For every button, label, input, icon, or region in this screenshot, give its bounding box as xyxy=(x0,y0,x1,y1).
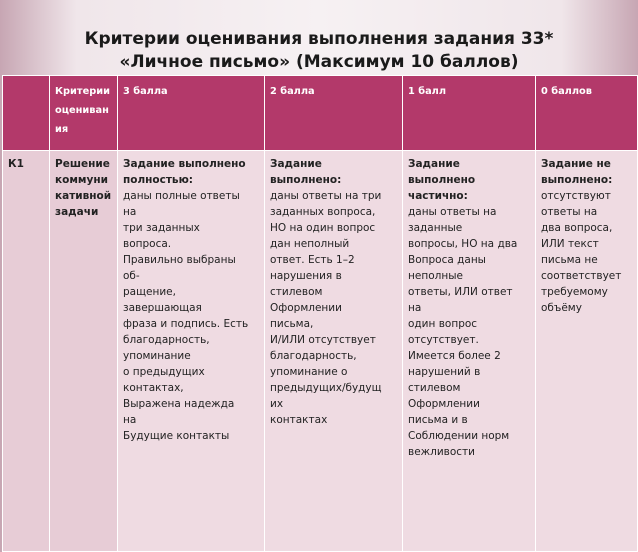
cell-text-line: ия xyxy=(55,124,69,135)
cell-text-line: их xyxy=(270,398,284,410)
cell-text-line: стилевом xyxy=(408,382,461,394)
cell-text-line: упоминание xyxy=(123,350,191,362)
cell-text-line: требуемому xyxy=(541,286,608,298)
cell-text-line: стилевом xyxy=(270,286,323,298)
cell-text-line: Соблюдении норм xyxy=(408,430,510,442)
header-2-points: 2 балла xyxy=(265,76,403,151)
cell-text-line: Задание xyxy=(270,158,322,170)
cell-text-line: коммуни xyxy=(55,174,108,186)
table-header-row xyxy=(3,76,638,151)
cell-text-line: один вопрос xyxy=(408,318,478,330)
cell-text-line: дан неполный xyxy=(270,238,350,250)
cell-text-line: ответы на xyxy=(541,206,598,218)
cell-text-line: Решение xyxy=(55,158,110,170)
cell-text-line: Правильно выбраны xyxy=(123,254,236,266)
cell-text-line: частично: xyxy=(408,190,468,202)
cell-text-line: контактах xyxy=(270,414,328,426)
cell-1-point xyxy=(403,151,536,552)
title-line-1: Критерии оценивания выполнения задания 33* xyxy=(84,29,554,49)
cell-text-line: завершающая xyxy=(123,302,202,314)
header-3-points: 3 балла xyxy=(118,76,265,151)
cell-text-line: выполнено xyxy=(408,174,476,186)
cell-text-line: предыдущих/будущ xyxy=(270,382,382,394)
cell-2-points xyxy=(265,151,403,552)
header-0-points: 0 баллов xyxy=(536,76,638,151)
cell-text-line: благодарность, xyxy=(270,350,357,362)
table-row xyxy=(3,151,638,552)
cell-text-line: выполнено: xyxy=(270,174,342,186)
cell-text-line: вопроса. xyxy=(123,238,172,250)
cell-text-line: заданные xyxy=(408,222,463,234)
header-empty-cell xyxy=(3,76,50,151)
cell-text-line: на xyxy=(123,206,137,218)
criteria-table xyxy=(2,75,638,552)
cell-text-line: Вопроса даны xyxy=(408,254,486,266)
cell-text-line: на xyxy=(123,414,137,426)
cell-text-line: Будущие контакты xyxy=(123,430,230,442)
cell-text-line: вежливости xyxy=(408,446,475,458)
cell-text-line: Оформлении xyxy=(408,398,480,410)
cell-text-line: даны полные ответы xyxy=(123,190,240,202)
slide-title xyxy=(0,28,638,74)
cell-text-line: об- xyxy=(123,270,140,282)
cell-text-line: отсутствуют xyxy=(541,190,611,202)
cell-text-line: полностью: xyxy=(123,174,193,186)
cell-text-line: Задание не xyxy=(541,158,611,170)
cell-text-line: И/ИЛИ отсутствует xyxy=(270,334,376,346)
cell-text-line: письма не xyxy=(541,254,598,266)
cell-text-line: ращение, xyxy=(123,286,176,298)
cell-text-line: на xyxy=(408,302,422,314)
cell-text-line: Выражена надежда xyxy=(123,398,235,410)
cell-text-line: фраза и подпись. Есть xyxy=(123,318,249,330)
cell-text-line: неполные xyxy=(408,270,463,282)
cell-text-line: Задание выполнено xyxy=(123,158,246,170)
cell-text-line: даны ответы на xyxy=(408,206,497,218)
cell-0-points xyxy=(536,151,638,552)
cell-text-line: объёму xyxy=(541,302,582,314)
cell-text-line: кативной xyxy=(55,190,112,202)
cell-text-line: Критерии xyxy=(55,86,110,97)
cell-text-line: Имеется более 2 xyxy=(408,350,501,362)
cell-text-line: Задание xyxy=(408,158,460,170)
cell-text-line: заданных вопроса, xyxy=(270,206,376,218)
cell-text-line: НО на один вопрос xyxy=(270,222,376,234)
cell-text-line: Оформлении xyxy=(270,302,342,314)
cell-text-line: контактах, xyxy=(123,382,184,394)
cell-text-line: два вопроса, xyxy=(541,222,613,234)
cell-text-line: благодарность, xyxy=(123,334,210,346)
cell-text-line: ИЛИ текст xyxy=(541,238,599,250)
cell-3-points xyxy=(118,151,265,552)
title-line-2: «Личное письмо» (Максимум 10 баллов) xyxy=(119,52,519,72)
cell-text-line: отсутствует. xyxy=(408,334,479,346)
header-1-point: 1 балл xyxy=(403,76,536,151)
cell-text-line: вопросы, НО на два xyxy=(408,238,518,250)
cell-text-line: задачи xyxy=(55,206,99,218)
cell-text-line: письма, xyxy=(270,318,314,330)
cell-text-line: оцениван xyxy=(55,105,109,116)
criterion-code: К1 xyxy=(3,151,50,552)
cell-text-line: упоминание о xyxy=(270,366,348,378)
cell-text-line: письма и в xyxy=(408,414,468,426)
cell-text-line: о предыдущих xyxy=(123,366,205,378)
cell-text-line: ответ. Есть 1–2 xyxy=(270,254,355,266)
cell-text-line: нарушения в xyxy=(270,270,342,282)
cell-text-line: ответы, ИЛИ ответ xyxy=(408,286,513,298)
header-criteria xyxy=(50,76,118,151)
criterion-name xyxy=(50,151,118,552)
cell-text-line: нарушений в xyxy=(408,366,481,378)
cell-text-line: три заданных xyxy=(123,222,200,234)
cell-text-line: даны ответы на три xyxy=(270,190,382,202)
cell-text-line: соответствует xyxy=(541,270,622,282)
cell-text-line: выполнено: xyxy=(541,174,613,186)
